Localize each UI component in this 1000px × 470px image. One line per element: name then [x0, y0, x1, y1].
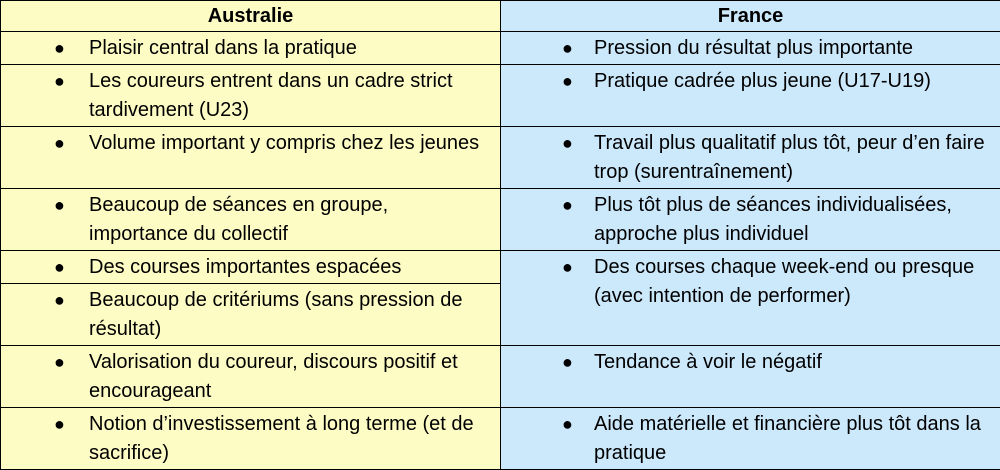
- list-item: [1, 251, 500, 283]
- header-row: [1, 1, 1000, 32]
- bullet-icon: ●: [562, 253, 573, 282]
- cell-france: [501, 127, 1000, 189]
- cell-france: [501, 408, 1000, 470]
- header-australie: Australie: [1, 1, 501, 32]
- list-item: [1, 283, 500, 345]
- item-text: Tendance à voir le négatif: [594, 351, 822, 373]
- item-text: Beaucoup de critériums (sans pression de résultat): [89, 289, 463, 340]
- bullet-icon: ●: [54, 34, 65, 63]
- bullet-icon: ●: [54, 67, 65, 96]
- item-text: Notion d’investissement à long terme (et de sacrifice): [89, 413, 474, 464]
- table-row: [1, 65, 1000, 127]
- list-item: [501, 189, 1000, 250]
- bullet-icon: ●: [562, 410, 573, 439]
- cell-australie: [1, 189, 501, 251]
- item-text: Plus tôt plus de séances individualisées, approche plus individuel: [594, 194, 952, 245]
- cell-france: [501, 189, 1000, 251]
- bullet-icon: ●: [54, 129, 65, 158]
- item-text: Travail plus qualitatif plus tôt, peur d’en faire trop (surentraînement): [594, 132, 985, 183]
- list-item: [1, 408, 500, 469]
- cell-france: [501, 65, 1000, 127]
- list-item: [1, 189, 500, 250]
- table-row: [1, 32, 1000, 65]
- cell-australie: [1, 251, 501, 346]
- item-text: Des courses chaque week-end ou presque (avec intention de performer): [594, 256, 974, 307]
- header-france: France: [501, 1, 1000, 32]
- item-text: Les coureurs entrent dans un cadre strict tardivement (U23): [89, 70, 453, 121]
- cell-australie: [1, 32, 501, 65]
- item-text: Aide matérielle et financière plus tôt dans la pratique: [594, 413, 981, 464]
- table-row: [1, 189, 1000, 251]
- item-text: Pression du résultat plus importante: [594, 37, 913, 59]
- list-item: [501, 32, 1000, 64]
- item-text: Volume important y compris chez les jeunes: [89, 132, 479, 154]
- list-item: [501, 65, 1000, 97]
- bullet-icon: ●: [54, 410, 65, 439]
- table-row: [1, 408, 1000, 470]
- list-item: [501, 408, 1000, 469]
- item-text: Beaucoup de séances en groupe, importance du collectif: [89, 194, 388, 245]
- list-item: [501, 127, 1000, 188]
- bullet-icon: ●: [562, 191, 573, 220]
- item-text: Pratique cadrée plus jeune (U17-U19): [594, 70, 931, 92]
- item-text: Des courses importantes espacées: [89, 256, 401, 278]
- cell-australie: [1, 346, 501, 408]
- table-row: [1, 127, 1000, 189]
- bullet-icon: ●: [54, 253, 65, 282]
- cell-france: [501, 32, 1000, 65]
- list-item: [501, 346, 1000, 378]
- cell-australie: [1, 127, 501, 189]
- item-text: Valorisation du coureur, discours positif et encourageant: [89, 351, 458, 402]
- list-item: [501, 251, 1000, 312]
- cell-australie: [1, 408, 501, 470]
- cell-france: [501, 346, 1000, 408]
- bullet-icon: ●: [562, 348, 573, 377]
- bullet-icon: ●: [562, 34, 573, 63]
- table-row: [1, 346, 1000, 408]
- bullet-icon: ●: [562, 67, 573, 96]
- list-item: [1, 346, 500, 407]
- table-row: [1, 251, 1000, 346]
- list-item: [1, 32, 500, 64]
- cell-australie: [1, 65, 501, 127]
- bullet-icon: ●: [54, 286, 65, 315]
- bullet-icon: ●: [562, 129, 573, 158]
- list-item: [1, 65, 500, 126]
- list-item: [1, 127, 500, 159]
- bullet-icon: ●: [54, 348, 65, 377]
- cell-france: [501, 251, 1000, 346]
- bullet-icon: ●: [54, 191, 65, 220]
- item-text: Plaisir central dans la pratique: [89, 37, 357, 59]
